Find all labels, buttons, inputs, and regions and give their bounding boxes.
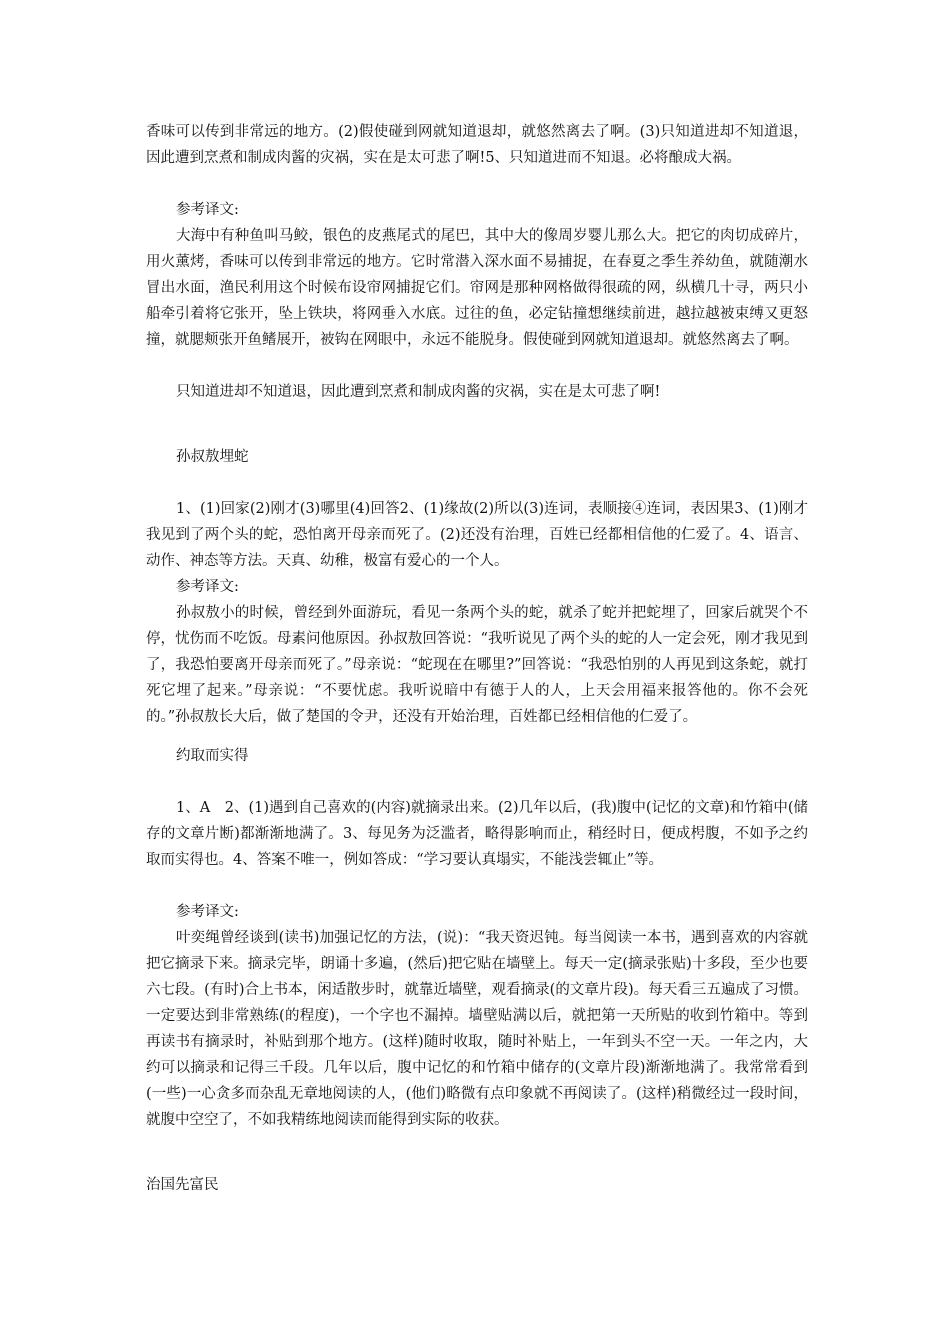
answers-paragraph: 香味可以传到非常远的地方。(2)假使碰到网就知道退却，就悠然离去了啊。(3)只知道进却不知道退，因此遭到烹煮和制成肉酱的灾祸，实在是太可悲了啊!5、只知道进而不知退。必将酿成大祸。	[146, 124, 808, 166]
section-title: 治国先富民	[146, 1177, 219, 1193]
translation-paragraph: 只知道进却不知道退，因此遭到烹煮和制成肉酱的灾祸，实在是太可悲了啊!	[176, 384, 661, 400]
translation-paragraph: 大海中有种鱼叫马鲛，银色的皮燕尾式的尾巴，其中大的像周岁婴儿那么大。把它的肉切成碎片，用火薰烤，香味可以传到非常远的地方。它时常潜入深水面不易捕捉，在春夏之季生养幼鱼，就随潮水冒出水面，渔民利用这个时候布设帘网捕捉它们。帘网是那种网格做得很疏的网，纵横几十寻，两只小船牵引着将它张开，坠上铁块，将网垂入水底。过往的鱼，必定钻撞想继续前进，越拉越被束缚又更怒撞，就腮颊张开鱼鳍展开，被钩在网眼中，永远不能脱身。假使碰到网就知道退却。就悠然离去了啊。	[146, 228, 808, 348]
answers-paragraph: 1、(1)回家(2)刚才(3)哪里(4)回答2、(1)缘故(2)所以(3)连词，表顺接④连词，表因果3、(1)刚才我见到了两个头的蛇，恐怕离开母亲而死了。(2)还没有治理，百姓已经都相信他的仁爱了。4、语言、动作、神态等方法。天真、幼稚，极富有爱心的一个人。	[146, 501, 808, 569]
reference-translation-label: 参考译文:	[176, 579, 239, 595]
section-title: 孙叔敖埋蛇	[176, 449, 249, 465]
translation-paragraph: 叶奕绳曾经谈到(读书)加强记忆的方法，(说)：“我天资迟钝。每当阅读一本书，遇到喜欢的内容就把它摘录下来。摘录完毕，朗诵十多遍，(然后)把它贴在墙壁上。每天一定(摘录张贴)十多段，至少也要六七段。(有时)合上书本，闲适散步时，就靠近墙壁，观看摘录(的文章片段)。每天看三五遍成了习惯。一定要达到非常熟练(的程度)，一个字也不漏掉。墙壁贴满以后，就把第一天所贴的收到竹箱中。等到再读书有摘录时，补贴到那个地方。(这样)随时收取，随时补贴上，一年到头不空一天。一年之内，大约可以摘录和记得三千段。几年以后，腹中记忆的和竹箱中储存的(文章片段)渐渐地满了。我常常看到(一些)一心贪多而杂乱无章地阅读的人，(他们)略微有点印象就不再阅读了。(这样)稍微经过一段时间，就腹中空空了，不如我精练地阅读而能得到实际的收获。	[146, 930, 808, 1128]
section-title: 约取而实得	[176, 748, 249, 764]
answers-paragraph: 1、A 2、(1)遇到自己喜欢的(内容)就摘录出来。(2)几年以后，(我)腹中(记忆的文章)和竹箱中(储存的文章片断)都渐渐地满了。3、每见务为泛滥者，略得影响而止，稍经时日，便成枵腹，不如予之约取而实得也。4、答案不唯一，例如答成：“学习要认真塌实，不能浅尝辄止”等。	[146, 800, 808, 868]
translation-paragraph: 孙叔敖小的时候，曾经到外面游玩，看见一条两个头的蛇，就杀了蛇并把蛇埋了，回家后就哭个不停，忧伤而不吃饭。母素问他原因。孙叔敖回答说：“我听说见了两个头的蛇的人一定会死，刚才我见到了，我恐怕要离开母亲而死了。”母亲说：“蛇现在在哪里?”回答说：“我恐怕别的人再见到这条蛇，就打死它埋了起来。”母亲说：“不要忧虑。我听说暗中有德于人的人，上天会用福来报答他的。你不会死的。”孙叔敖长大后，做了楚国的令尹，还没有开始治理，百姓都已经相信他的仁爱了。	[146, 605, 808, 725]
reference-translation-label: 参考译文:	[176, 202, 239, 218]
reference-translation-label: 参考译文:	[176, 904, 239, 920]
